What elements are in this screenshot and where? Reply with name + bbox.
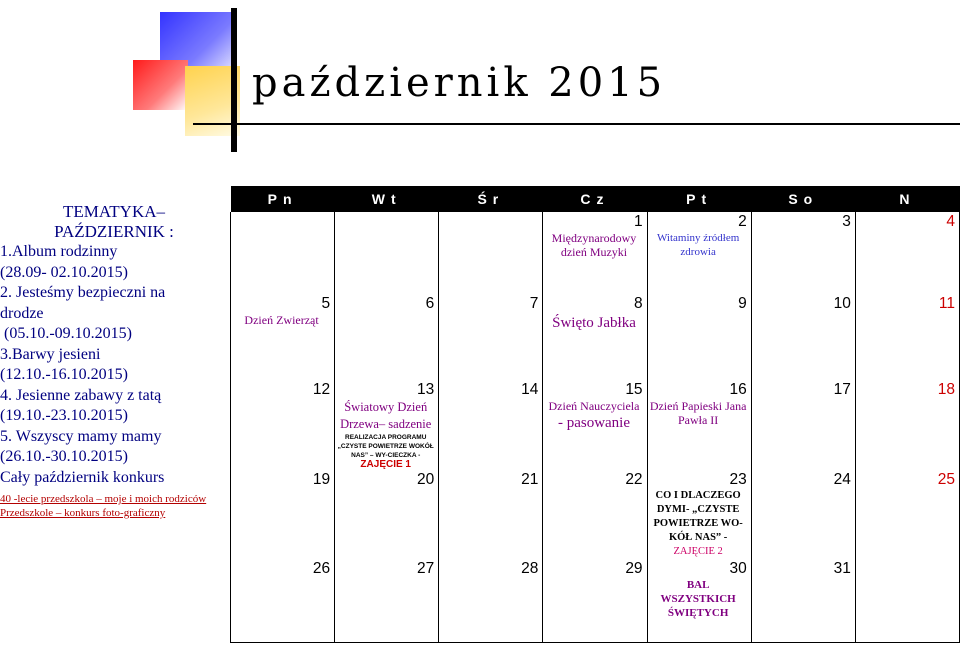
event-note: Światowy Dzień Drzewa– sadzenie bbox=[340, 400, 432, 431]
weekday-mon: Pn bbox=[231, 186, 335, 212]
day-cell bbox=[855, 380, 959, 470]
day-cell bbox=[439, 380, 543, 470]
day-cell bbox=[647, 559, 751, 643]
day-number: 17 bbox=[833, 381, 851, 398]
day-number: 11 bbox=[938, 295, 955, 312]
sidebar-line: 1.Album rodzinny bbox=[0, 243, 118, 260]
day-cell bbox=[751, 380, 855, 470]
day-number: 13 bbox=[417, 381, 435, 398]
weekday-thu: Cz bbox=[543, 186, 647, 212]
event-note: Dzień Papieski Jana Pawła II bbox=[649, 399, 747, 427]
day-number: 12 bbox=[312, 381, 331, 398]
day-cell bbox=[855, 212, 959, 294]
day-cell bbox=[751, 294, 855, 380]
sidebar-heading-1: TEMATYKA– bbox=[63, 202, 165, 221]
weekday-tue: Wt bbox=[335, 186, 439, 212]
day-number: 27 bbox=[417, 560, 435, 577]
day-number: 9 bbox=[738, 295, 747, 312]
day-number: 20 bbox=[417, 471, 435, 488]
decor-horizontal-line bbox=[193, 123, 960, 125]
day-cell bbox=[335, 380, 439, 470]
day-cell bbox=[335, 559, 439, 643]
day-number: 21 bbox=[521, 471, 539, 488]
day-cell bbox=[855, 294, 959, 380]
week-row bbox=[231, 294, 960, 380]
day-cell bbox=[543, 294, 647, 380]
weekday-sun: N bbox=[855, 186, 959, 212]
day-cell bbox=[231, 294, 335, 380]
day-number: 25 bbox=[937, 471, 955, 488]
day-cell bbox=[751, 470, 855, 559]
sidebar-line: 5. Wszyscy mamy mamy bbox=[0, 427, 162, 445]
day-number: 26 bbox=[312, 560, 331, 577]
sidebar-line: (26.10.-30.10.2015) bbox=[0, 448, 128, 465]
day-number: 16 bbox=[729, 381, 747, 398]
day-cell bbox=[543, 380, 647, 470]
decor-vertical-line bbox=[231, 8, 237, 152]
week-row bbox=[231, 212, 960, 294]
sidebar-line: (19.10.-23.10.2015) bbox=[0, 407, 128, 424]
day-cell bbox=[439, 212, 543, 294]
calendar bbox=[230, 186, 960, 670]
event-note: BAL WSZYSTKICH ŚWIĘTYCH bbox=[660, 579, 736, 619]
day-cell bbox=[751, 212, 855, 294]
week-row bbox=[231, 470, 960, 559]
day-cell bbox=[855, 470, 959, 559]
event-note-small bbox=[337, 433, 434, 470]
weekday-sat: So bbox=[751, 186, 855, 212]
day-cell bbox=[231, 212, 335, 294]
day-cell bbox=[543, 470, 647, 559]
day-cell bbox=[647, 294, 751, 380]
day-number: 30 bbox=[729, 560, 747, 577]
sidebar-line: (05.10.-09.10.2015) bbox=[0, 325, 132, 342]
event-note: Święto Jabłka bbox=[552, 315, 636, 331]
week-row bbox=[231, 559, 960, 643]
day-number: 2 bbox=[738, 213, 747, 230]
day-number: 22 bbox=[625, 471, 643, 488]
weekday-fri: Pt bbox=[647, 186, 751, 212]
event-note: Dzień Nauczyciela bbox=[548, 399, 640, 413]
event-note: - pasowanie bbox=[557, 415, 631, 431]
day-number: 31 bbox=[833, 560, 851, 577]
weekday-header bbox=[231, 186, 960, 212]
event-note: Dzień Zwierząt bbox=[244, 313, 319, 327]
event-note-zajecie: ZAJĘCIE 1 bbox=[360, 459, 411, 470]
week-row bbox=[231, 380, 960, 470]
day-number: 14 bbox=[521, 381, 539, 398]
day-cell bbox=[439, 559, 543, 643]
day-cell bbox=[231, 380, 335, 470]
sidebar-line: (28.09- 02.10.2015) bbox=[0, 263, 128, 281]
day-number: 15 bbox=[625, 381, 643, 398]
sidebar-heading-2: PAŹDZIERNIK : bbox=[54, 222, 174, 241]
day-number: 18 bbox=[937, 381, 955, 398]
day-number: 4 bbox=[946, 213, 955, 230]
day-cell bbox=[335, 294, 439, 380]
day-cell bbox=[543, 559, 647, 643]
day-cell bbox=[231, 559, 335, 643]
day-number: 19 bbox=[312, 471, 331, 488]
sidebar-line: drodze bbox=[0, 304, 44, 322]
day-cell bbox=[439, 294, 543, 380]
day-cell bbox=[543, 212, 647, 294]
event-note: Międzynarodowy dzień Muzyki bbox=[551, 231, 637, 259]
sidebar-konkurs-note: 40 -lecie przedszkola – moje i moich rodziców Przedszkole – konkurs foto-graficzny bbox=[0, 493, 207, 519]
day-number: 28 bbox=[521, 560, 539, 577]
day-cell bbox=[647, 212, 751, 294]
day-cell bbox=[335, 470, 439, 559]
day-number: 1 bbox=[633, 213, 643, 230]
day-number: 6 bbox=[425, 295, 435, 312]
calendar-table bbox=[230, 186, 960, 643]
sidebar-line: 4. Jesienne zabawy z tatą bbox=[0, 386, 162, 404]
day-number: 24 bbox=[833, 471, 851, 488]
day-number: 8 bbox=[633, 295, 643, 312]
day-number: 3 bbox=[842, 213, 851, 230]
sidebar-line: 2. Jesteśmy bezpieczni na bbox=[0, 284, 166, 301]
day-number: 29 bbox=[625, 560, 643, 577]
day-cell bbox=[647, 470, 751, 559]
page-title: październik 2015 bbox=[252, 60, 667, 106]
day-number: 10 bbox=[833, 295, 851, 312]
day-cell bbox=[647, 380, 751, 470]
day-cell bbox=[855, 559, 959, 643]
event-note-program: REALIZACJA PROGRAMU „CZYSTE POWIETRZE WOKÓŁ NAS” – WY-CIECZKA - bbox=[337, 434, 434, 459]
day-cell bbox=[231, 470, 335, 559]
day-cell bbox=[335, 212, 439, 294]
day-number: 7 bbox=[529, 295, 539, 312]
day-number: 5 bbox=[321, 295, 331, 312]
day-cell bbox=[751, 559, 855, 643]
event-note-zajecie: ZAJĘCIE 2 bbox=[673, 546, 723, 557]
decor-red-square bbox=[133, 60, 188, 110]
sidebar-line: 3.Barwy jesieni bbox=[0, 345, 101, 363]
weekday-wed: Śr bbox=[439, 186, 543, 212]
day-cell bbox=[439, 470, 543, 559]
event-note: Witaminy źródłem zdrowia bbox=[656, 232, 740, 258]
sidebar-themes bbox=[0, 202, 228, 520]
day-number: 23 bbox=[729, 471, 747, 488]
sidebar-line: (12.10.-16.10.2015) bbox=[0, 366, 128, 383]
event-note bbox=[650, 489, 747, 559]
event-note-dymi: CO I DLACZEGO DYMI- „CZYSTE POWIETRZE WO-KÓŁ NAS” - bbox=[653, 490, 743, 543]
sidebar-konkurs: Cały październik konkurs bbox=[0, 468, 165, 486]
